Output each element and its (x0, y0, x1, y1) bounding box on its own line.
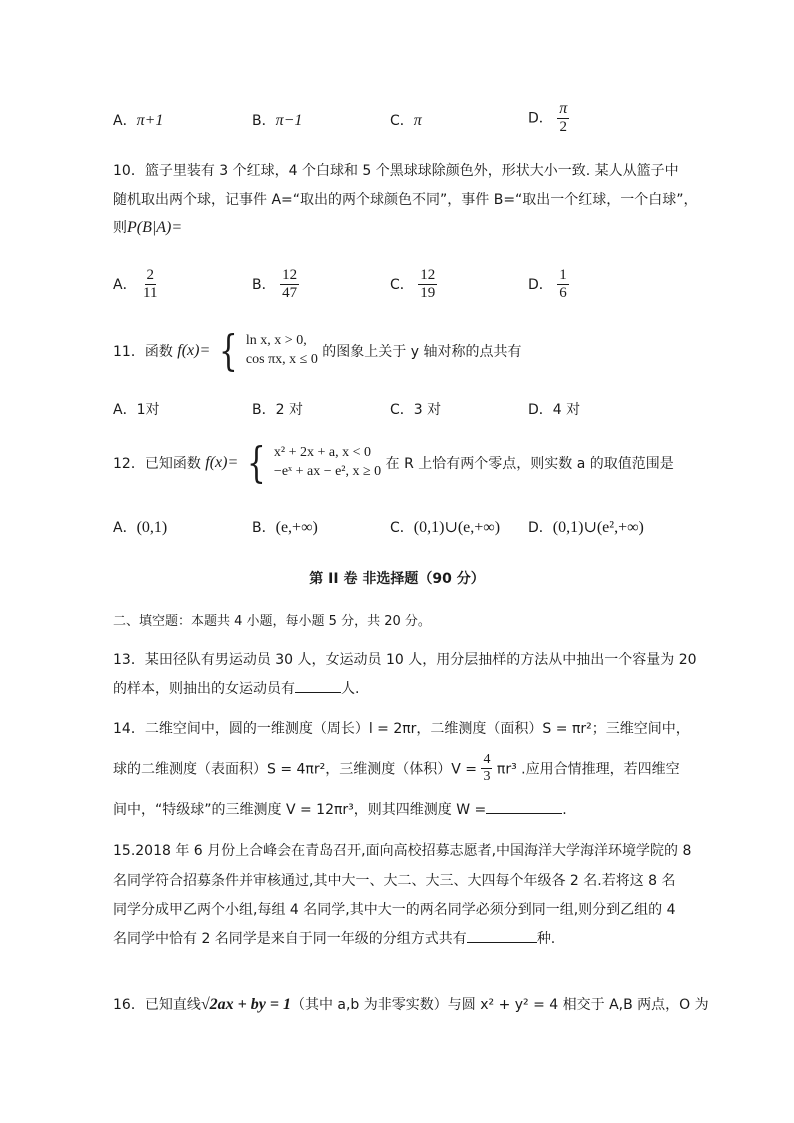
q11-option-b: B．2 对 (252, 402, 303, 418)
q15-line3: 同学分成甲乙两个小组,每组 4 名同学,其中大一的两名同学必须分到同一组,则分到乙组的 4 (113, 902, 676, 918)
fraction: $\frac{\pi}{2}$ (559, 100, 568, 136)
q11-line: 11．函数 f(x)= { ln x, x > 0, cos πx, x ≤ 0 的图象上关于 y 轴对称的点共有 (113, 326, 522, 375)
q9-option-a: A．π+1 (113, 112, 164, 129)
q13-line1: 13．某田径队有男运动员 30 人，女运动员 10 人，用分层抽样的方法从中抽出一个容量为 20 (113, 652, 697, 668)
q10-option-c: C． $\frac{12}{19}$ (390, 267, 436, 302)
part2-title: 第 II 卷 非选择题（90 分） (309, 571, 485, 587)
q10-line2: 随机取出两个球，记事件 A=“取出的两个球颜色不同”，事件 B=“取出一个红球，一个白球”， (113, 192, 698, 208)
q10-option-d: D． $\frac{1}{6}$ (528, 267, 567, 302)
answer-blank[interactable] (467, 928, 537, 943)
answer-blank[interactable] (486, 799, 562, 814)
q11-option-d: D．4 对 (528, 402, 581, 418)
q14-line3: 间中，“特级球”的三维测度 V = 12πr³，则其四维测度 W = . (113, 799, 567, 819)
q11-option-c: C．3 对 (390, 402, 442, 418)
q13-line2: 的样本，则抽出的女运动员有 人. (113, 678, 359, 698)
q16-line1: 16．已知直线√2ax + by = 1（其中 a,b 为非零实数）与圆 x² + y² = 4 相交于 A,B 两点，O 为 (113, 996, 709, 1013)
q12-option-c: C．(0,1)∪(e,+∞) (390, 519, 501, 536)
piecewise-cases: x² + 2x + a, x < 0 −eˣ + ax − e², x ≥ 0 (273, 445, 382, 479)
q12-option-b: B．(e,+∞) (252, 519, 318, 536)
q15-line4: 名同学中恰有 2 名同学是来自于同一年级的分组方式共有 种. (113, 928, 555, 948)
q10-option-a: A． $\frac{2}{11}$ (113, 267, 158, 302)
q9-option-d: D． $\frac{\pi}{2}$ (528, 100, 568, 136)
q15-line2: 名同学符合招募条件并审核通过,其中大一、大二、大三、大四每个年级各 2 名.若将这 8 名 (113, 873, 676, 889)
q9-option-b: B．π−1 (252, 112, 303, 129)
q12-option-d: D．(0,1)∪(e²,+∞) (528, 519, 644, 536)
q9-option-c: C．π (390, 112, 422, 129)
q11-option-a: A．1对 (113, 402, 160, 418)
q10-option-b: B． $\frac{12}{47}$ (252, 267, 298, 302)
section2-heading: 二、填空题：本题共 4 小题，每小题 5 分，共 20 分。 (113, 614, 431, 629)
q14-line1: 14．二维空间中，圆的一维测度（周长）l = 2πr，二维测度（面积）S = πr²；三维空间中， (113, 721, 690, 737)
q12-option-a: A．(0,1) (113, 519, 168, 536)
left-brace: { (218, 326, 238, 375)
piecewise-cases: ln x, x > 0, cos πx, x ≤ 0 (245, 333, 318, 367)
answer-blank[interactable] (295, 678, 341, 693)
q12-line: 12．已知函数 f(x)= { x² + 2x + a, x < 0 −eˣ + ax − e², x ≥ 0 在 R 上恰有两个零点，则实数 a 的取值范围是 (113, 438, 674, 487)
q14-line2: 球的二维测度（表面积）S = 4πr²，三维测度（体积）V = $\frac{4}{3}$ πr³ .应用合情推理，若四维空 (113, 752, 680, 785)
q15-line1: 15.2018 年 6 月份上合峰会在青岛召开,面向高校招募志愿者,中国海洋大学海洋环境学院的 8 (113, 843, 692, 859)
q10-line3: 则P(B|A)= (113, 219, 183, 236)
left-brace: { (246, 438, 266, 487)
q10-line1: 10．篮子里装有 3 个红球，4 个白球和 5 个黑球球除颜色外，形状大小一致. 某人从篮子中 (113, 163, 679, 179)
